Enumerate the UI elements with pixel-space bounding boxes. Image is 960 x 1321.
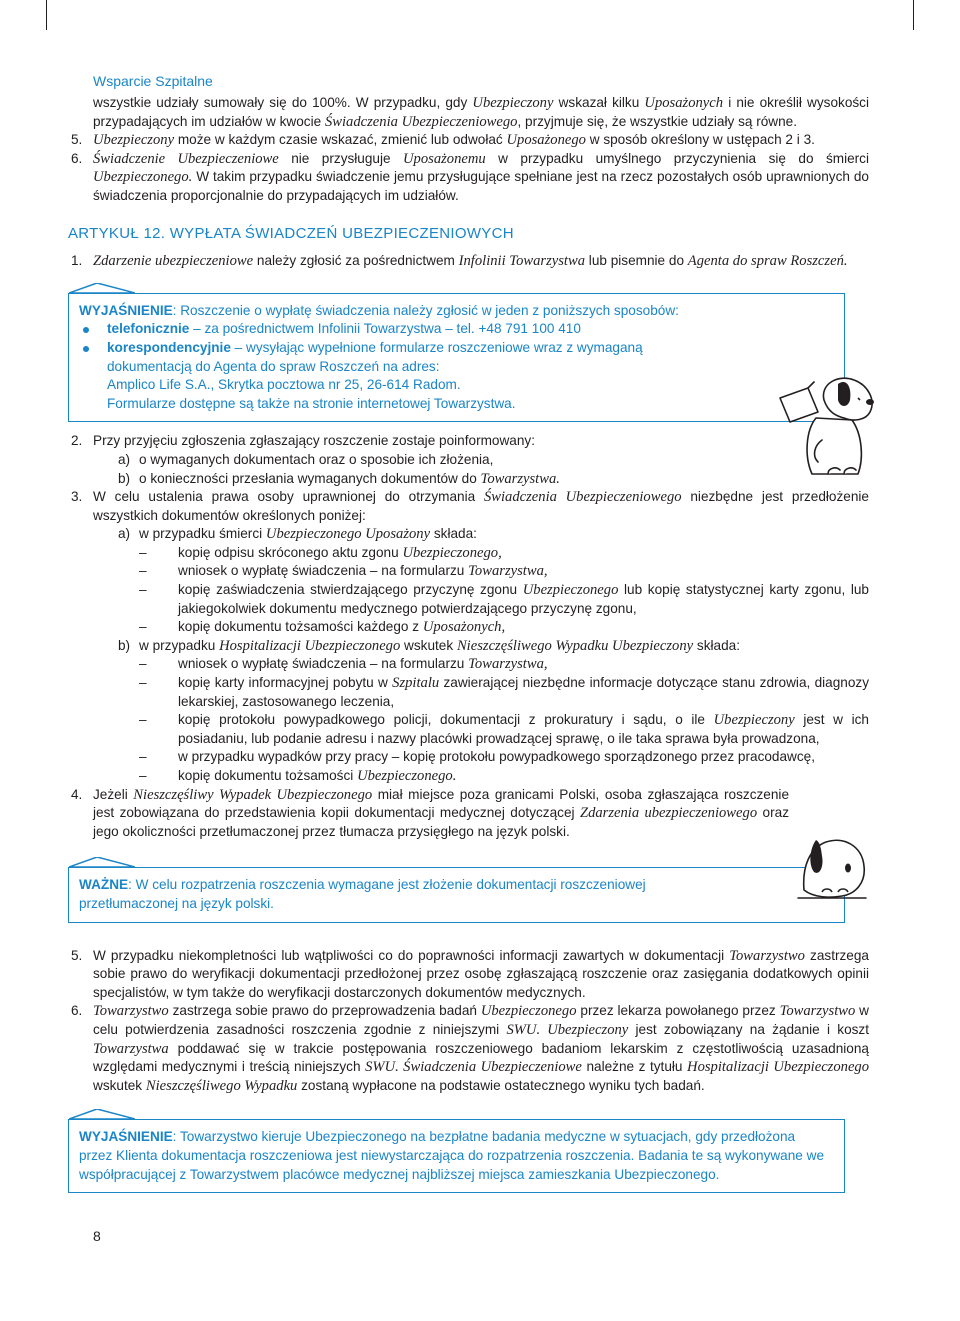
snoopy-peeking-illustration [794,818,870,900]
explanation-box-1: WYJAŚNIENIE: Roszczenie o wypłatę świadczenia należy zgłosić w jeden z poniższych sposobów: telefonicznie – za pośrednictwem Infolinii Towarzystwa – tel. +48 791 100 410 korespondencyjnie – wysyłając wypełnione formularze roszczeniowe wraz z wymaganą dokumentacją do Agenta do spraw Roszczeń na adres: Amplico Life S.A., Skrytka pocztowa nr 25, 26-614 Radom. Formularze dostępne są także na stronie internetowej Towarzystwa. [68,293,845,423]
list-item-1: 1. Zdarzenie ubezpieczeniowe należy zgłosić za pośrednictwem Infolinii Towarzystwa lub pisemnie do Agenta do spraw Roszczeń. [71,253,848,270]
bullet-mail: korespondencyjnie – wysyłając wypełnione formularze roszczeniowe wraz z wymaganą [79,339,834,358]
bullet-icon [83,346,89,352]
box-tab-icon [69,1109,135,1119]
bullet-icon [83,327,89,333]
sub-item-2b: b) o konieczności przesłania wymaganych dokumentów do Towarzystwa. [118,470,560,487]
sub-item-3b: b) w przypadku Hospitalizacji Ubezpieczonego wskutek Nieszczęśliwego Wypadku Ubezpieczony składa: [118,637,740,654]
dash-item: – kopię zaświadczenia stwierdzającego przyczynę zgonu Ubezpieczonego lub kopię statystycznej karty zgonu, lub jakiegokolwiek dokumentu medycznego potwierdzającego przyczynę zgonu, [139,582,869,616]
important-box: WAŻNE: W celu rozpatrzenia roszczenia wymagane jest złożenie dokumentacji roszczeniowej przetłumaczonej na język polski. [68,867,845,922]
list-item-5a: 5. Ubezpieczony może w każdym czasie wskazać, zmienić lub odwołać Uposażonego w sposób określony w ustępach 2 i 3. [71,132,815,149]
dash-item: – kopię dokumentu tożsamości każdego z Uposażonych, [139,619,506,636]
dash-item: – kopię protokołu powypadkowego policji, dokumentacji z prokuratury i sądu, o ile Ubezpieczony jest w ich posiadaniu, lub podanie adresu i nazwy placówki prowadzącej sprawę, o ile taka sprawa była prowadzona, [139,712,869,746]
sub-item-3a: a) w przypadku śmierci Ubezpieczonego Uposażony składa: [118,526,477,543]
dash-item: – w przypadku wypadków przy pracy – kopię protokołu powypadkowego sporządzonego przez pracodawcę, [139,749,815,765]
explanation-box-2: WYJAŚNIENIE: Towarzystwo kieruje Ubezpieczonego na bezpłatne badania medyczne w sytuacjach, gdy przedłożona przez Klienta dokumentacja roszczeniowa jest niewystarczająca do rozpatrzenia roszczenia. Badania te są wykonywane we współpracującej z Towarzystwem placówce medycznej najbliższej miejsca zamieszkania Ubezpieczonego. [68,1119,845,1193]
box-tab-icon [69,283,135,293]
dash-item: – wniosek o wypłatę świadczenia – na formularzu Towarzystwa, [139,656,548,673]
bullet-phone: telefonicznie – za pośrednictwem Infolinii Towarzystwa – tel. +48 791 100 410 [79,320,834,339]
dash-item: – kopię karty informacyjnej pobytu w Szpitalu zawierającej niezbędne informacje dotyczące stanu zdrowia, diagnozy lekarskiej, zastosowanego leczenia, [139,675,869,709]
page-content [68,94,870,1193]
dash-item: – kopię odpisu skróconego aktu zgonu Ubezpieczonego, [139,544,502,561]
snoopy-reading-illustration [778,370,878,482]
list-item-2: 2. Przy przyjęciu zgłoszenia zgłaszający roszczenie zostaje poinformowany: [71,433,535,449]
sub-item-2a: a) o wymaganych dokumentach oraz o sposobie ich złożenia, [118,451,494,467]
running-header: Wsparcie Szpitalne [93,73,213,89]
dash-item: – kopię dokumentu tożsamości Ubezpieczonego. [139,768,457,784]
crop-mark-right [913,0,914,30]
dash-item: – wniosek o wypłatę świadczenia – na formularzu Towarzystwa, [139,563,548,580]
intro-paragraph: wszystkie udziały sumowały się do 100%. W przypadku, gdy Ubezpieczony wskazał kilku Uposażonych i nie określił wysokości przypadających im udziałów w kwocie Świadczenia Ubezpieczeniowego, przyjmuje się, że wszystkie udziały są równe. [93,95,870,130]
list-item-3: 3. W celu ustalenia prawa osoby uprawnionej do otrzymania Świadczenia Ubezpieczeniowego niezbędne jest przedłożenie wszystkich dokumentów określonych poniżej: [71,489,869,523]
box-tab-icon [69,857,135,867]
page-number: 8 [93,1228,101,1244]
list-item-5b: 5. W przypadku niekompletności lub wątpliwości co do poprawności informacji zawartych w dokumentacji Towarzystwo zastrzega sobie prawo do weryfikacji dokumentacji przedłożonej przez osobę zgłaszającą roszczenie oraz zasięgania dodatkowych opinii specjalistów, w tym także do weryfikacji dostarczonych dokumentów medycznych. [71,947,869,1000]
crop-mark-left [46,0,47,30]
list-item-6b: 6. Towarzystwo zastrzega sobie prawo do przeprowadzenia badań Ubezpieczonego przez lekarza powołanego przez Towarzystwo w celu potwierdzenia zasadności roszczenia zgodnie z niniejszymi SWU. Ubezpieczony jest zobowiązany na żądanie i koszt Towarzystwa poddawać się w trakcie postępowania roszczeniowego badaniom lekarskim z częstotliwością uzasadnioną względami medycznymi i treścią niniejszych SWU. Świadczenia Ubezpieczeniowe należne z tytułu Hospitalizacji Ubezpieczonego wskutek Nieszczęśliwego Wypadku zostaną wypłacone na podstawie ostatecznego wyniku tych badań. [71,1003,870,1094]
list-item-4: 4. Jeżeli Nieszczęśliwy Wypadek Ubezpieczonego miał miejsce poza granicami Polski, osoba zgłaszająca roszczenie jest zobowiązana do przedstawienia kopii dokumentacji medycznej dotyczącej Zdarzenia ubezpieczeniowego oraz jego okoliczności przetłumaczonej przez tłumacza przysięgłego na język polski. [71,786,789,839]
article-heading: ARTYKUŁ 12. WYPŁATA ŚWIADCZEŃ UBEZPIECZENIOWYCH [68,224,514,242]
list-item-6a: 6. Świadczenie Ubezpieczeniowe nie przysługuje Uposażonemu w przypadku umyślnego przyczynienia się do śmierci Ubezpieczonego. W takim przypadku świadczenie jemu przysługujące spełniane jest na rzecz pozostałych osób uprawnionych do świadczenia proporcjonalnie do przypadających im udziałów. [71,150,869,203]
